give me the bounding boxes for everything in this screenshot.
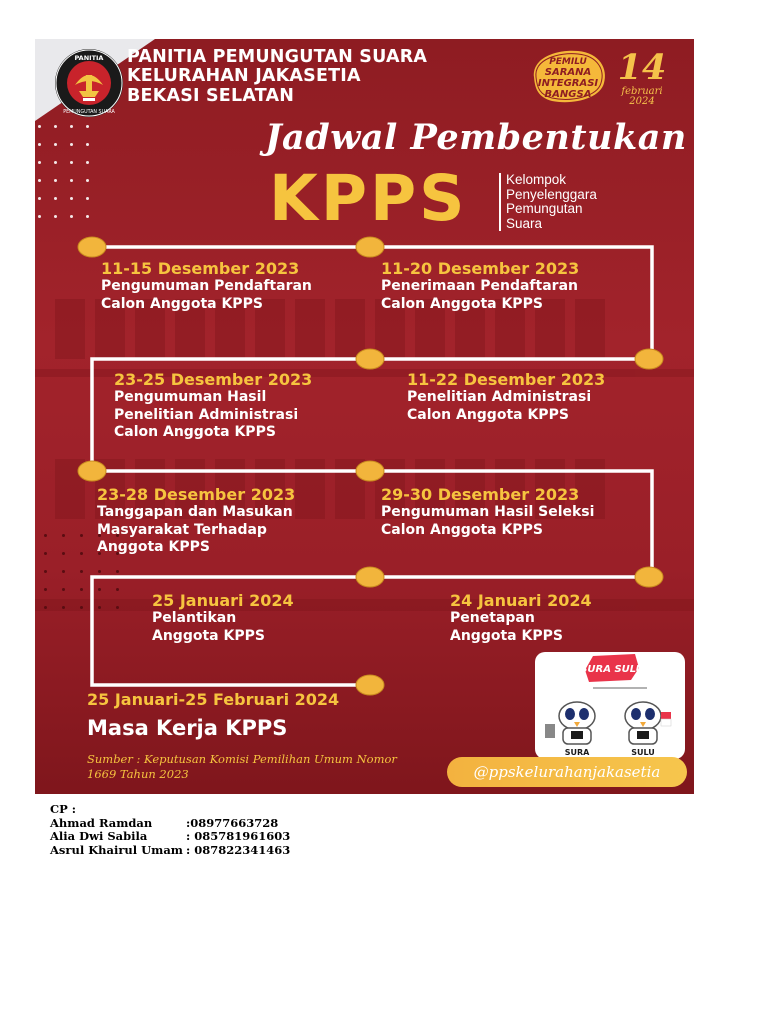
kpps-expansion-line-4: Suara: [506, 215, 543, 231]
timeline-node: [356, 675, 384, 695]
timeline-node: [356, 461, 384, 481]
timeline-node: [635, 349, 663, 369]
event-7: [152, 591, 294, 645]
mascot-sura-icon: [545, 702, 595, 744]
event-7-date: 25 Januari 2024: [152, 591, 294, 610]
kpps-expansion-line-2: Penyelenggara: [506, 186, 597, 202]
event-2-line-2: Calon Anggota KPPS: [381, 295, 543, 312]
mascot-name-left: SURA: [564, 748, 590, 757]
event-4-line-2: Calon Anggota KPPS: [407, 406, 569, 423]
event-5-date: 23-28 Desember 2023: [97, 485, 296, 504]
event-8-date: 24 Januari 2024: [450, 591, 592, 610]
contact-phone: : 085781961603: [186, 829, 291, 843]
schedule-title-kpps: KPPS: [269, 162, 468, 235]
contact-row: [50, 844, 290, 858]
pemilu-line-2: SARANA: [544, 67, 592, 78]
contact-phone: :08977663728: [186, 815, 279, 830]
contact-name: Alia Dwi Sabila: [50, 829, 148, 843]
event-5-line-2: Masyarakat Terhadap: [97, 521, 267, 538]
event-4-date: 11-22 Desember 2023: [407, 370, 606, 389]
event-7-line-2: Anggota KPPS: [152, 627, 265, 644]
mascot-sulu-icon: [625, 702, 671, 744]
header-line-1: PANITIA PEMUNGUTAN SUARA: [127, 47, 428, 67]
event-3: [114, 370, 312, 442]
event-2: [381, 259, 579, 313]
event-6-date: 29-30 Desember 2023: [381, 485, 580, 504]
header-line-2: KELURAHAN JAKASETIA: [127, 66, 361, 86]
event-5: [97, 485, 295, 557]
mascot-banner-text: SURA SULU: [580, 664, 644, 675]
event-4-line-1: Penelitian Administrasi: [407, 389, 592, 405]
timeline-node: [356, 567, 384, 587]
contact-heading: CP :: [50, 802, 77, 816]
source-note: [87, 752, 427, 782]
event-6: [381, 485, 594, 539]
event-5-line-1: Tanggapan dan Masukan: [97, 504, 293, 520]
event-3-line-1: Pengumuman Hasil: [114, 389, 267, 405]
event-6-line-1: Pengumuman Hasil Seleksi: [381, 504, 595, 520]
event-1-line-1: Pengumuman Pendaftaran: [101, 278, 312, 294]
date-year: 2024: [629, 96, 655, 107]
event-1-date: 11-15 Desember 2023: [101, 259, 300, 278]
contact-name: Ahmad Ramdan: [50, 815, 153, 830]
work-period-date: 25 Januari-25 Februari 2024: [87, 690, 340, 709]
source-line-2: 1669 Tahun 2023: [87, 767, 189, 781]
source-line-1: Sumber : Keputusan Komisi Pemilihan Umum Nomor: [87, 752, 397, 766]
event-3-line-3: Calon Anggota KPPS: [114, 424, 276, 440]
contact-row: [50, 830, 290, 844]
logo-top-text: PANITIA: [74, 54, 104, 62]
mascot-name-right: SULU: [631, 748, 655, 757]
event-2-date: 11-20 Desember 2023: [381, 259, 580, 278]
event-3-date: 23-25 Desember 2023: [114, 370, 313, 389]
contact-name: Asrul Khairul Umam: [50, 842, 183, 857]
work-period-label: Masa Kerja KPPS: [87, 716, 288, 740]
timeline-node: [78, 461, 106, 481]
timeline-node: [356, 237, 384, 257]
event-3-line-2: Penelitian Administrasi: [114, 406, 299, 423]
poster: [35, 39, 694, 794]
header-line-3: BEKASI SELATAN: [127, 86, 295, 106]
event-1-line-2: Calon Anggota KPPS: [101, 295, 263, 312]
pemilu-line-1: PEMILU: [549, 57, 587, 67]
work-period: [87, 689, 339, 745]
event-7-line-1: Pelantikan: [152, 610, 237, 626]
pemilu-line-4: BANGSA: [544, 89, 592, 100]
date-month: februari: [621, 86, 663, 97]
pemilu-line-3: INTEGRASI: [537, 78, 599, 89]
kpps-expansion-line-3: Pemungutan: [506, 201, 583, 216]
contact-phone: : 087822341463: [186, 842, 291, 857]
social-handle[interactable]: @ppskelurahanjakasetia: [473, 763, 661, 781]
kpps-expansion-line-1: Kelompok: [506, 172, 567, 187]
event-8: [450, 591, 592, 645]
logo-bottom-text: PEMUNGUTAN SUARA: [63, 110, 115, 115]
event-4: [407, 370, 605, 424]
timeline-node: [635, 567, 663, 587]
event-5-line-3: Anggota KPPS: [97, 539, 210, 555]
event-8-line-1: Penetapan: [450, 610, 535, 626]
event-1: [101, 259, 312, 313]
event-2-line-1: Penerimaan Pendaftaran: [381, 278, 578, 294]
contact-persons: [50, 803, 290, 857]
date-day: 14: [617, 47, 667, 88]
schedule-title-script: Jadwal Pembentukan: [265, 117, 687, 158]
event-6-line-2: Calon Anggota KPPS: [381, 521, 543, 538]
event-8-line-2: Anggota KPPS: [450, 627, 563, 644]
timeline-node: [78, 237, 106, 257]
social-handle-bar[interactable]: [447, 757, 687, 787]
contact-row: [50, 817, 290, 831]
mascot-illustration: [535, 652, 685, 759]
timeline-node: [356, 349, 384, 369]
mascot-card: [535, 652, 685, 759]
